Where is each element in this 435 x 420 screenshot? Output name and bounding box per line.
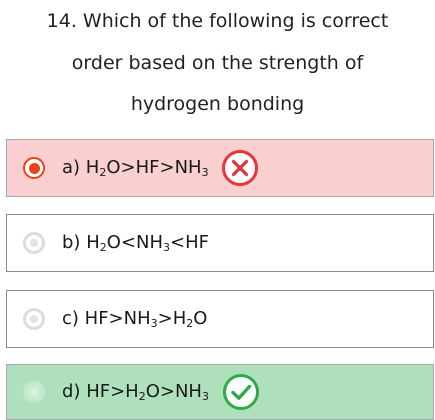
option-c-text: c) $HF>NH_3>H_2O$ [62,308,208,330]
option-b-text: b) $H_2O<NH_3<HF$ [62,232,209,254]
question-line-3: hydrogen bonding [130,93,305,115]
radio-unselected-icon[interactable] [23,232,45,254]
option-b[interactable] [6,214,434,272]
option-a-text: a) $H_2O>HF>NH_3$ [62,157,209,179]
radio-selected-icon[interactable] [23,157,45,179]
question-text [0,0,435,134]
option-a[interactable] [6,139,434,197]
check-circle-icon [222,373,260,411]
option-d[interactable] [6,364,434,420]
question-line-1: 14. Which of the following is correct [46,10,389,32]
radio-unselected-icon[interactable] [23,308,45,330]
cross-circle-icon [221,149,259,187]
option-c[interactable] [6,290,434,348]
question-line-2: order based on the strength of [71,52,364,74]
option-d-text: d) $HF>H_2O>NH_3$ [62,381,209,403]
radio-unselected-icon[interactable] [23,381,45,403]
